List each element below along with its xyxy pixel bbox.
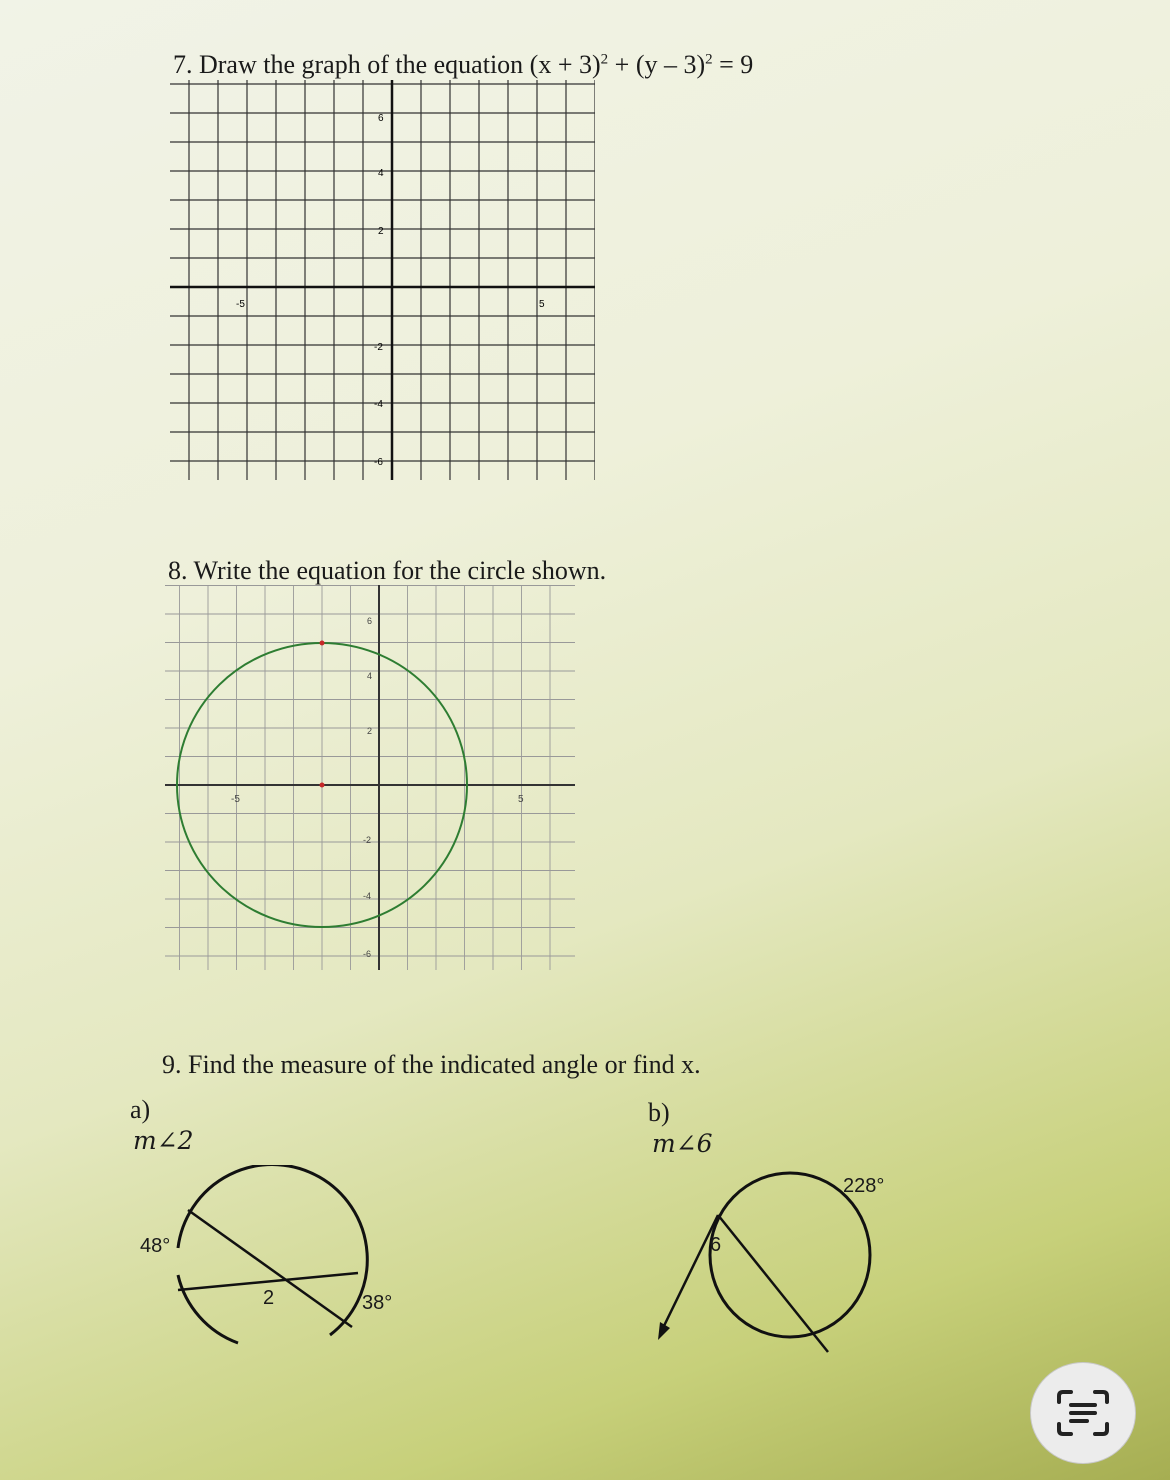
question-7-grid [170, 80, 595, 480]
diagram-a-arc-38: 38° [362, 1292, 393, 1314]
tick-label-y-neg6: -6 [374, 457, 383, 468]
circle-center-point [320, 783, 325, 788]
live-text-scan-icon [1055, 1388, 1111, 1438]
question-8-number: 8. [168, 556, 188, 585]
live-text-scan-button[interactable] [1030, 1362, 1136, 1464]
question-8-grid [165, 585, 575, 970]
tick-label-y-neg4: -4 [363, 891, 372, 901]
tick-label-y-6: 6 [378, 113, 384, 124]
circle-top-point [320, 641, 325, 646]
tick-label-x-5: 5 [539, 299, 545, 310]
question-7-text: Draw the graph of the equation $(x + 3)^2 + (y - 3)^2 = 9$ [199, 50, 754, 79]
tick-label-y-neg2: -2 [363, 835, 372, 845]
diagram-a [130, 1165, 393, 1365]
question-9-number: 9. [162, 1050, 182, 1079]
diagram-b-tangent-ray [662, 1215, 718, 1330]
diagram-a-angle-marker: 2 [263, 1287, 275, 1309]
tick-label-x-neg5: -5 [231, 794, 240, 805]
diagram-b [650, 1170, 880, 1360]
question-7-number: 7. [173, 50, 193, 79]
tick-label-y-4: 4 [367, 671, 373, 681]
tick-label-y-neg6: -6 [363, 949, 372, 959]
part-a-angle: m∠2 [133, 1126, 194, 1155]
part-b-label: b) [648, 1098, 670, 1127]
part-a-label: a) [130, 1095, 151, 1124]
question-9-text: Find the measure of the indicated angle or find x. [188, 1050, 701, 1079]
tick-label-y-6: 6 [367, 616, 373, 626]
tick-label-y-2: 2 [378, 226, 384, 237]
diagram-b-angle-marker: 6 [710, 1234, 722, 1256]
tick-label-y-neg4: -4 [374, 399, 383, 410]
tick-label-y-neg2: -2 [374, 342, 383, 353]
tick-label-y-4: 4 [378, 168, 384, 179]
question-8-title [168, 556, 606, 586]
question-7-title [173, 50, 753, 80]
tick-label-x-neg5: -5 [236, 299, 245, 310]
diagram-b-arc-228: 228° [843, 1175, 885, 1197]
diagram-a-arc-48: 48° [140, 1235, 171, 1257]
diagram-b-secant [718, 1215, 828, 1352]
tick-label-y-2: 2 [367, 726, 373, 736]
question-8-text: Write the equation for the circle shown. [193, 556, 607, 585]
part-b-angle: m∠6 [652, 1129, 713, 1158]
question-9-title [162, 1050, 701, 1080]
tick-label-x-5: 5 [518, 794, 524, 805]
arrow-head-icon [658, 1322, 670, 1340]
